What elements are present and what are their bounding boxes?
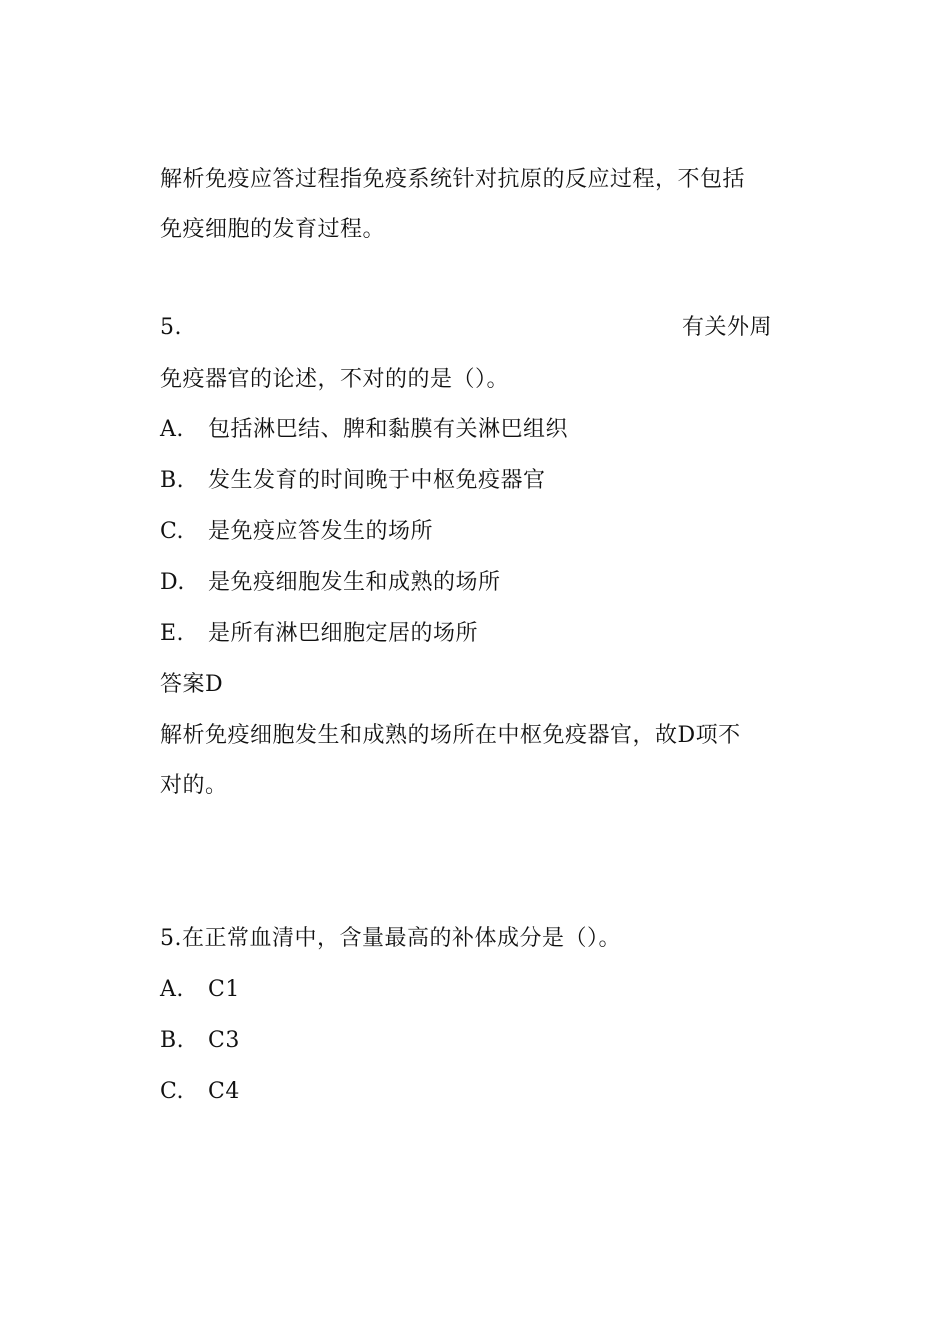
analysis-text-line: 免疫细胞的发育过程。 [160, 217, 386, 242]
option-c [160, 517, 433, 547]
option-letter: D. [160, 570, 185, 595]
analysis-text-line: 解析免疫应答过程指免疫系统针对抗原的反应过程，不包括 [160, 167, 746, 192]
option-b [160, 1026, 240, 1056]
option-text: 是免疫细胞发生和成熟的场所 [208, 570, 501, 595]
analysis-text-line: 对的。 [160, 773, 228, 798]
option-text: C4 [208, 1079, 240, 1104]
option-text: 是免疫应答发生的场所 [208, 519, 434, 544]
answer-line: 答案D [160, 672, 224, 697]
option-a [160, 975, 240, 1005]
option-letter: B. [160, 468, 185, 493]
option-letter: C. [160, 519, 185, 544]
option-letter: E. [160, 621, 185, 646]
option-a [160, 415, 568, 445]
option-text: 是所有淋巴细胞定居的场所 [208, 621, 479, 646]
option-text: 发生发育的时间晚于中枢免疫器官 [208, 468, 546, 493]
analysis-text-line: 解析免疫细胞发生和成熟的场所在中枢免疫器官，故D项不 [160, 723, 741, 748]
option-e [160, 619, 478, 649]
option-d [160, 568, 501, 598]
option-letter: B. [160, 1028, 185, 1053]
option-text: 包括淋巴结、脾和黏膜有关淋巴组织 [208, 417, 569, 442]
option-letter: A. [160, 417, 184, 442]
option-letter: C. [160, 1079, 185, 1104]
option-letter: A. [160, 977, 184, 1002]
question-stem: 免疫器官的论述，不对的的是（）。 [160, 367, 510, 392]
option-c [160, 1077, 240, 1107]
question-number: 5. [160, 315, 182, 340]
option-text: C1 [208, 977, 240, 1002]
option-text: C3 [208, 1028, 240, 1053]
question-stem-tail: 有关外周 [682, 315, 773, 340]
option-b [160, 466, 546, 496]
question-stem: 5.在正常血清中，含量最高的补体成分是（）。 [160, 926, 621, 951]
